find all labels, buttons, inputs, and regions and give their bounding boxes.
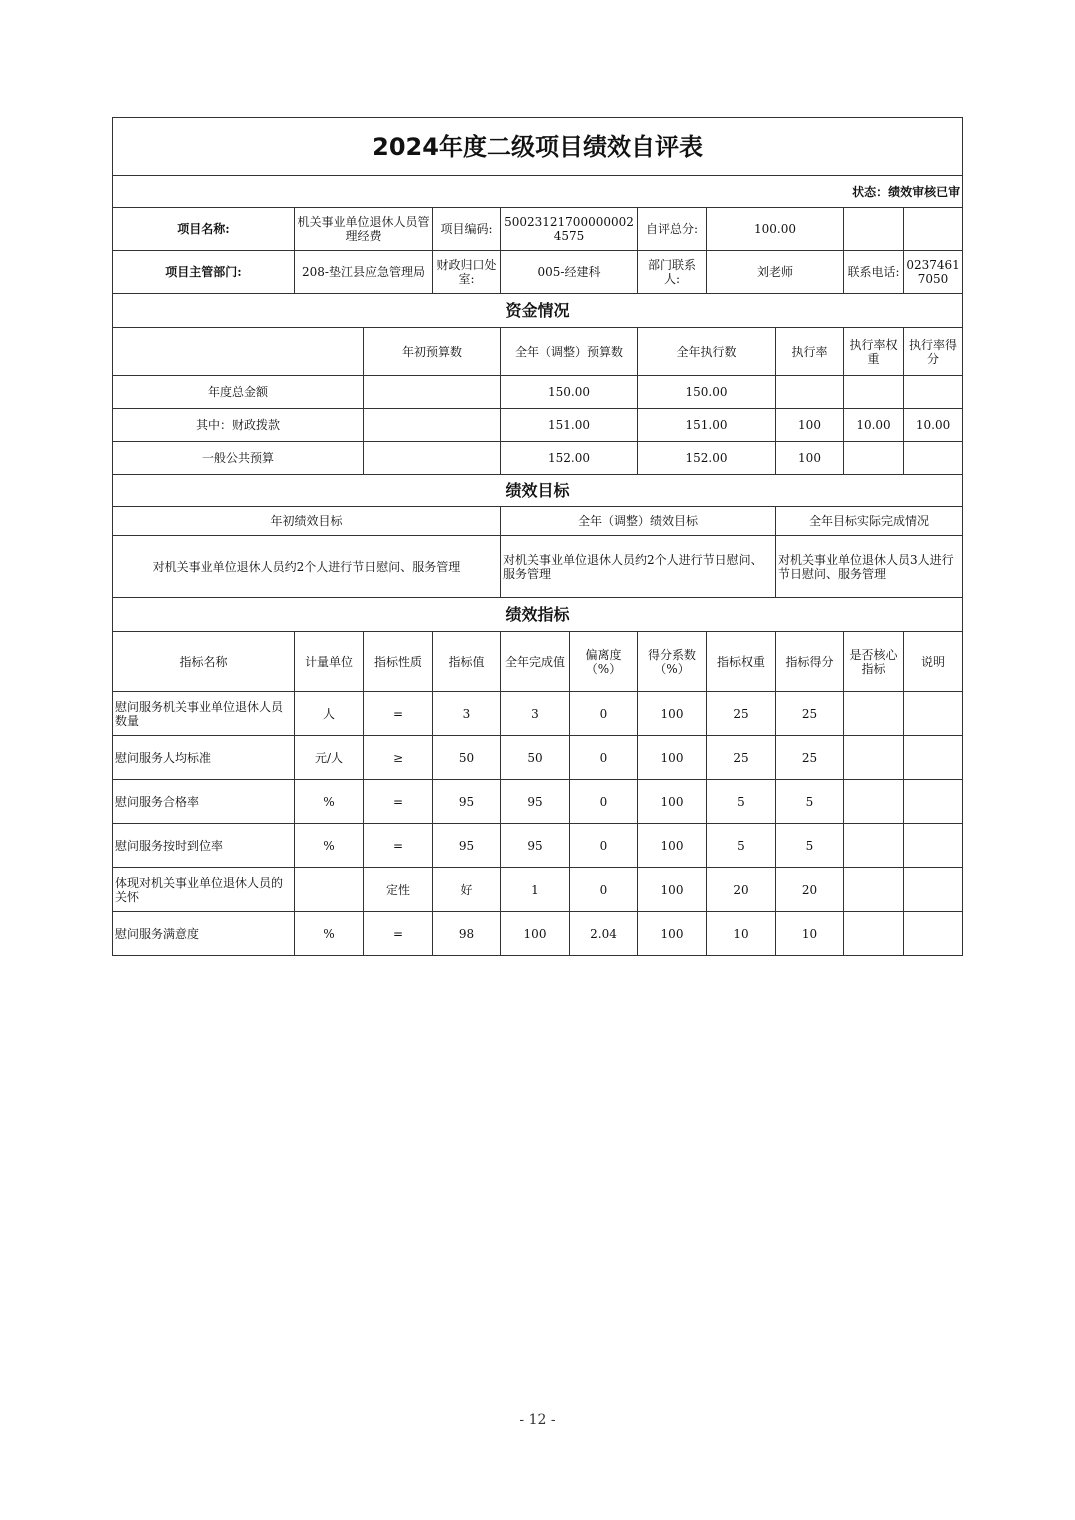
col-header: 是否核心指标 [844,632,904,692]
cell [904,780,963,824]
page-number: - 12 - [519,1412,556,1428]
empty-cell [113,328,364,376]
cell: 95 [433,780,501,824]
funds-header-row [113,328,963,376]
cell [844,376,904,409]
indicator-name: 慰问服务合格率 [113,780,295,824]
col-header: 计量单位 [295,632,364,692]
cell [364,409,501,442]
col-header: 全年执行数 [638,328,776,376]
cell: % [295,780,364,824]
goals-header-row [113,507,963,536]
col-header: 说明 [904,632,963,692]
cell: 98 [433,912,501,956]
table-row [113,780,963,824]
col-header: 全年（调整）预算数 [501,328,638,376]
page-title: 2024年度二级项目绩效自评表 [113,118,963,176]
cell [904,912,963,956]
col-header: 偏离度（%） [570,632,638,692]
cell: 3 [433,692,501,736]
goals-row [113,536,963,598]
adjusted-goal: 对机关事业单位退休人员约2个人进行节日慰问、服务管理 [501,536,776,598]
cell: 20 [776,868,844,912]
actual-completion: 对机关事业单位退休人员3人进行节日慰问、服务管理 [776,536,963,598]
cell [295,868,364,912]
cell: = [364,692,433,736]
cell: 100 [638,824,707,868]
cell: 人 [295,692,364,736]
initial-goal: 对机关事业单位退休人员约2个人进行节日慰问、服务管理 [113,536,501,598]
col-header: 指标值 [433,632,501,692]
goals-section-title: 绩效目标 [113,475,963,507]
cell: 20 [707,868,776,912]
finance-office: 005-经建科 [501,251,638,294]
cell [776,376,844,409]
cell: 10 [776,912,844,956]
col-header: 指标得分 [776,632,844,692]
cell: 元/人 [295,736,364,780]
row-label: 其中：财政拨款 [113,409,364,442]
cell [904,692,963,736]
indicators-header-row [113,632,963,692]
cell: 100 [638,912,707,956]
cell: 5 [776,824,844,868]
cell: = [364,824,433,868]
cell: % [295,824,364,868]
cell: ≥ [364,736,433,780]
cell: 好 [433,868,501,912]
cell [844,442,904,475]
project-code: 500231217000000024575 [501,208,638,251]
cell [844,736,904,780]
cell: 0 [570,780,638,824]
performance-evaluation-table [112,117,963,956]
cell: 100 [501,912,570,956]
indicator-name: 慰问服务按时到位率 [113,824,295,868]
col-header: 年初预算数 [364,328,501,376]
indicator-name: 体现对机关事业单位退休人员的关怀 [113,868,295,912]
col-header: 指标权重 [707,632,776,692]
cell [904,376,963,409]
cell: 95 [501,780,570,824]
cell: 25 [707,692,776,736]
col-header: 指标性质 [364,632,433,692]
cell: 100 [638,780,707,824]
cell [364,442,501,475]
cell: 10.00 [904,409,963,442]
cell: 0 [570,736,638,780]
cell: 50 [433,736,501,780]
col-header: 全年完成值 [501,632,570,692]
cell: = [364,912,433,956]
cell [844,868,904,912]
col-header: 执行率权重 [844,328,904,376]
cell [844,824,904,868]
cell: 定性 [364,868,433,912]
cell [844,780,904,824]
table-row [113,736,963,780]
indicator-name: 慰问服务机关事业单位退休人员数量 [113,692,295,736]
cell: 2.04 [570,912,638,956]
department-label: 项目主管部门: [113,251,295,294]
funds-row [113,376,963,409]
funds-section-title: 资金情况 [113,294,963,328]
cell: 95 [501,824,570,868]
cell [904,736,963,780]
contact-person: 刘老师 [707,251,844,294]
cell: 100 [638,868,707,912]
finance-office-label: 财政归口处室: [433,251,501,294]
phone-label: 联系电话: [844,251,904,294]
cell [364,376,501,409]
cell [844,692,904,736]
cell: 5 [776,780,844,824]
row-label: 年度总金额 [113,376,364,409]
cell: 5 [707,824,776,868]
cell: 25 [707,736,776,780]
cell: 0 [570,692,638,736]
cell: 0 [570,868,638,912]
cell: 25 [776,692,844,736]
cell: 150.00 [638,376,776,409]
table-row [113,912,963,956]
project-info-row [113,208,963,251]
col-header: 全年目标实际完成情况 [776,507,963,536]
self-score: 100.00 [707,208,844,251]
indicator-name: 慰问服务满意度 [113,912,295,956]
col-header: 指标名称 [113,632,295,692]
cell: 1 [501,868,570,912]
cell: 100 [776,409,844,442]
cell: 0 [570,824,638,868]
indicators-section-title: 绩效指标 [113,598,963,632]
cell: 10.00 [844,409,904,442]
status-text: 状态：绩效审核已审 [113,176,963,208]
table-row [113,692,963,736]
table-row [113,868,963,912]
indicator-name: 慰问服务人均标准 [113,736,295,780]
cell: 95 [433,824,501,868]
cell: % [295,912,364,956]
cell [904,868,963,912]
cell [904,442,963,475]
cell: 25 [776,736,844,780]
cell: 151.00 [638,409,776,442]
cell: 152.00 [501,442,638,475]
project-code-label: 项目编码: [433,208,501,251]
department-info-row [113,251,963,294]
department: 208-垫江县应急管理局 [295,251,433,294]
cell: 151.00 [501,409,638,442]
self-score-label: 自评总分: [638,208,707,251]
cell: 100 [776,442,844,475]
col-header: 执行率得分 [904,328,963,376]
cell: 150.00 [501,376,638,409]
cell [904,824,963,868]
col-header: 执行率 [776,328,844,376]
row-label: 一般公共预算 [113,442,364,475]
cell: 5 [707,780,776,824]
table-row [113,824,963,868]
col-header: 年初绩效目标 [113,507,501,536]
cell: = [364,780,433,824]
empty-cell [904,208,963,251]
project-name: 机关事业单位退休人员管理经费 [295,208,433,251]
cell: 100 [638,736,707,780]
phone-number: 02374617050 [904,251,963,294]
project-name-label: 项目名称: [113,208,295,251]
cell: 50 [501,736,570,780]
funds-row [113,442,963,475]
cell: 10 [707,912,776,956]
contact-label: 部门联系人: [638,251,707,294]
cell [844,912,904,956]
funds-row [113,409,963,442]
cell: 152.00 [638,442,776,475]
empty-cell [844,208,904,251]
cell: 3 [501,692,570,736]
cell: 100 [638,692,707,736]
col-header: 全年（调整）绩效目标 [501,507,776,536]
col-header: 得分系数（%） [638,632,707,692]
